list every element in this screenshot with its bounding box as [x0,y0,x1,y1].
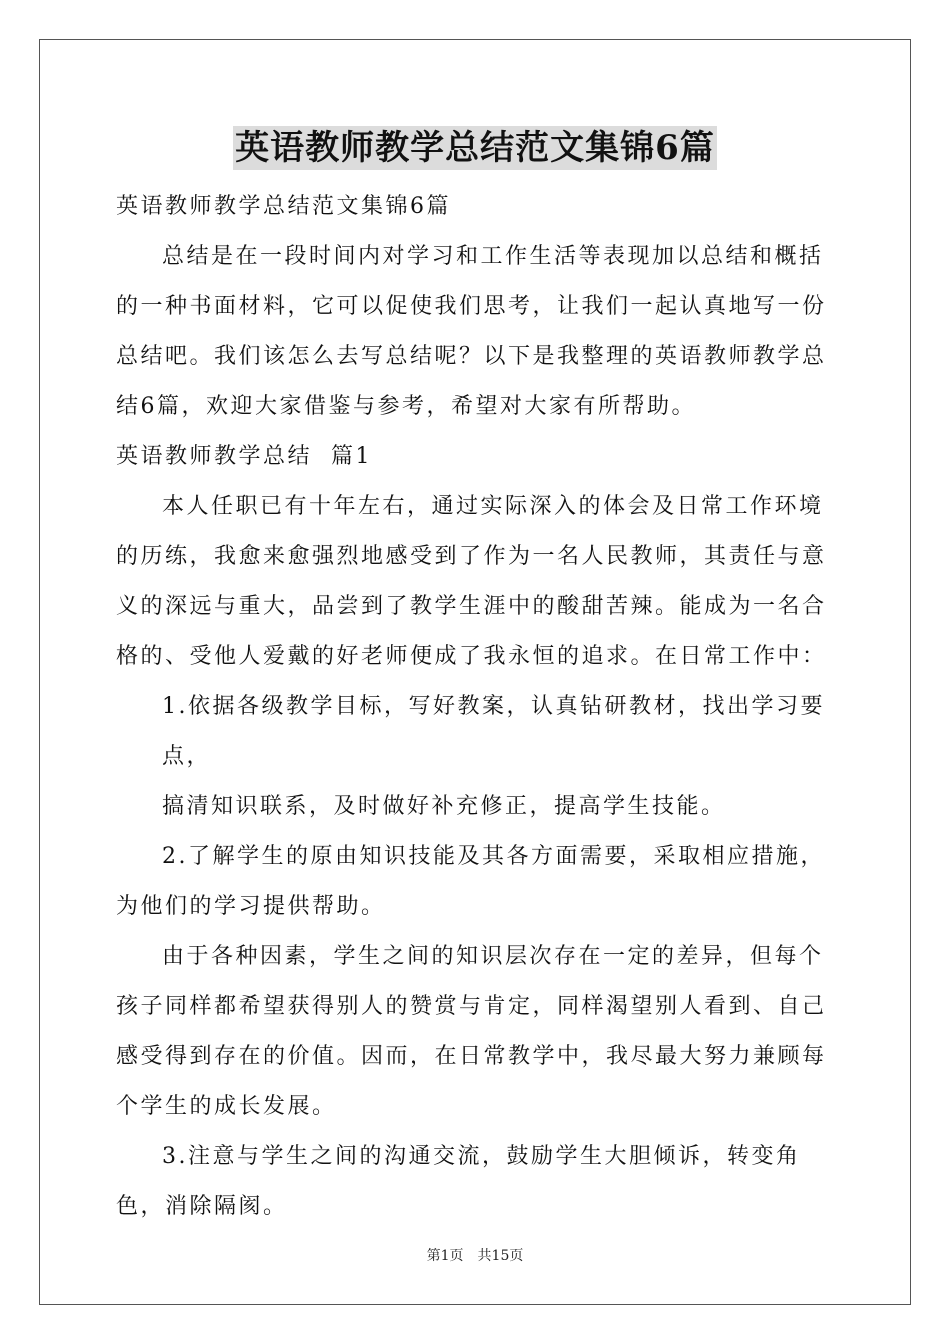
title-wrap [0,126,950,170]
page-footer [0,1245,950,1265]
list-item-3: 3.注意与学生之间的沟通交流，鼓励学生大胆倾诉，转变角色，消除隔阂。 [116,1144,801,1219]
document-subtitle: 英语教师教学总结范文集锦6篇 [116,194,451,219]
section-heading: 英语教师教学总结 篇1 [116,444,372,469]
intro-paragraph: 总结是在一段时间内对学习和工作生活等表现加以总结和概括的一种书面材料，它可以促使我们思考，让我们一起认真地写一份总结吧。我们该怎么去写总结呢？以下是我整理的英语教师教学总结6篇，欢迎大家借鉴与参考，希望对大家有所帮助。 [116,244,827,419]
list-item-2: 2.了解学生的原由知识技能及其各方面需要，采取相应措施，为他们的学习提供帮助。 [116,844,825,919]
body-paragraph-1: 本人任职已有十年左右，通过实际深入的体会及日常工作环境的历练，我愈来愈强烈地感受到了作为一名人民教师，其责任与意义的深远与重大，品尝到了教学生涯中的酸甜苦辣。能成为一名合格的、受他人爱戴的好老师便成了我永恒的追求。在日常工作中： [116,494,827,669]
document-body [116,182,836,1232]
list-item-1-line-2: 搞清知识联系，及时做好补充修正，提高学生技能。 [162,794,726,819]
list-item-1-line-1: 1.依据各级教学目标，写好教案，认真钻研教材，找出学习要点， [162,694,825,769]
page-number: 第1页 [426,1248,464,1264]
body-paragraph-2: 由于各种因素，学生之间的知识层次存在一定的差异，但每个孩子同样都希望获得别人的赞赏与肯定，同样渴望别人看到、自己感受得到存在的价值。因而，在日常教学中，我尽最大努力兼顾每个学生的成长发展。 [116,944,827,1119]
document-title: 英语教师教学总结范文集锦6篇 [235,128,715,168]
page-total: 共15页 [477,1248,524,1264]
